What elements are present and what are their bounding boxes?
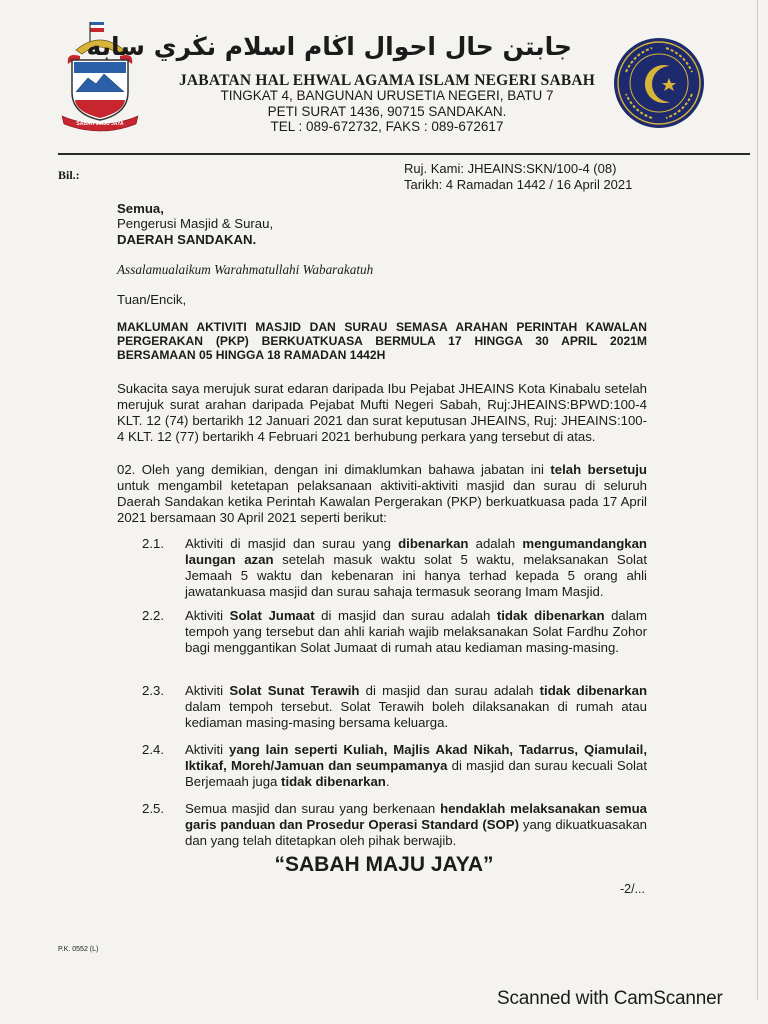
motto: “SABAH MAJU JAYA” bbox=[274, 853, 494, 876]
list-item-emphasis: tidak dibenarkan bbox=[539, 683, 647, 698]
contact-line: TEL : 089-672732, FAKS : 089-672617 bbox=[270, 119, 504, 134]
list-item-emphasis: dibenarkan bbox=[398, 536, 469, 551]
organization-name: JABATAN HAL EHWAL AGAMA ISLAM NEGERI SABAH bbox=[178, 72, 596, 89]
list-item-run: dalam tempoh tersebut. Solat Terawih boleh dilaksanakan di rumah atau kediaman masing-masing bersama keluarga. bbox=[185, 699, 647, 730]
form-code: P.K. 0552 (L) bbox=[58, 946, 99, 953]
islamic-council-seal-icon bbox=[612, 36, 706, 130]
subject-heading: MAKLUMAN AKTIVITI MASJID DAN SURAU SEMASA ARAHAN PERINTAH KAWALAN PERGERAKAN (PKP) BERKUATKUASA BERMULA 17 HINGGA 30 APRIL 2021M BERSAMAAN 05 HINGGA 18 RAMADAN 1442H bbox=[117, 320, 647, 362]
list-item-text bbox=[185, 608, 647, 656]
list-item-emphasis: yang lain seperti Kuliah, Majlis Akad Nikah, Tadarrus, Qiamulail, Iktikaf, Moreh/Jamuan dan seumpamanya bbox=[185, 742, 647, 773]
paragraph-1: Sukacita saya merujuk surat edaran daripada Ibu Pejabat JHEAINS Kota Kinabalu setelah merujuk surat arahan daripada Pejabat Mufti Negeri Sabah, Ruj:JHEAINS:BPWD:100-4 KLT. 12 (74) bertarikh 12 Januari 2021 dan surat keputusan JHEAINS, Ruj: JHEAINS:100-4 KLT. 12 (77) bertarikh 4 Februari 2021 berhubung perkara yang tersebut di atas. bbox=[117, 381, 647, 444]
list-item-number: 2.3. bbox=[142, 683, 164, 698]
header-divider bbox=[58, 153, 750, 155]
list-item-run: setelah masuk waktu solat 5 waktu, melaksanakan Solat Jemaah 5 waktu dan kebenaran ini hanya terhad kepada 5 orang ahli jawatankuasa masjid dan surau sahaja termasuk seorang Imam Masjid. bbox=[185, 552, 647, 599]
paragraph-2-intro: 02. Oleh yang demikian, dengan ini dimaklumkan bahawa jabatan ini bbox=[117, 462, 551, 477]
address-line-2: PETI SURAT 1436, 90715 SANDAKAN. bbox=[267, 104, 507, 119]
arabic-title: جابتن حال احوال اڬام اسلام نڬري سابه bbox=[86, 32, 572, 61]
list-item-text bbox=[185, 683, 647, 731]
list-item-emphasis: tidak dibenarkan bbox=[496, 608, 605, 623]
list-item-run: . bbox=[385, 774, 390, 789]
list-item-number: 2.2. bbox=[142, 608, 164, 623]
list-item-emphasis: hendaklah melaksanakan semua garis panduan dan Prosedur Operasi Standard (SOP) bbox=[185, 801, 647, 832]
list-item-run: Aktiviti bbox=[185, 683, 230, 698]
list-item-emphasis: mengumandangkan laungan azan bbox=[185, 536, 647, 567]
address-line-1: TINGKAT 4, BANGUNAN URUSETIA NEGERI, BATU 7 bbox=[220, 88, 554, 103]
paragraph-2 bbox=[117, 462, 647, 526]
list-item-text bbox=[185, 742, 647, 790]
list-item-number: 2.5. bbox=[142, 801, 164, 816]
page-continuation-marker: -2/... bbox=[620, 882, 646, 896]
paragraph-2-rest: untuk mengambil ketetapan pelaksanaan aktiviti-aktiviti masjid dan surau di seluruh Daerah Sandakan ketika Perintah Kawalan Pergerakan (PKP) berkuatkuasa pada 17 April 2021 bersamaan 30 April 2021 seperti berikut: bbox=[117, 478, 647, 525]
list-item-run: di masjid dan surau adalah bbox=[314, 608, 497, 623]
list-item-run: adalah bbox=[468, 536, 523, 551]
list-item-text bbox=[185, 801, 647, 849]
crest-ribbon-text: SABAH MAJU JAYA bbox=[76, 121, 124, 127]
reference-number: Ruj. Kami: JHEAINS:SKN/100-4 (08) bbox=[404, 161, 617, 176]
list-item-run: dalam tempoh yang tersebut dan ahli kariah wajib melaksanakan Solat Fardhu Zohor bagi menggantikan Solat Jumaat di rumah atau kediaman masing-masing. bbox=[185, 608, 647, 655]
list-item-run: Aktiviti di masjid dan surau yang bbox=[185, 536, 399, 551]
list-item-run: Aktiviti bbox=[185, 742, 229, 757]
list-item-emphasis: Solat Sunat Terawih bbox=[229, 683, 360, 698]
list-item-number: 2.1. bbox=[142, 536, 164, 551]
paragraph-2-emphasis: telah bersetuju bbox=[550, 462, 647, 477]
recipient-line-3: DAERAH SANDAKAN. bbox=[117, 232, 257, 247]
paper-edge bbox=[757, 0, 758, 1000]
list-item-text bbox=[185, 536, 647, 600]
salutation: Tuan/Encik, bbox=[117, 292, 187, 307]
recipient-line-2: Pengerusi Masjid & Surau, bbox=[117, 216, 274, 231]
bil-label: Bil.: bbox=[58, 168, 80, 182]
list-item-run: Aktiviti bbox=[185, 608, 230, 623]
letter-date: Tarikh: 4 Ramadan 1442 / 16 April 2021 bbox=[404, 177, 633, 192]
recipient-line-1: Semua, bbox=[117, 201, 164, 216]
list-item-run: di masjid dan surau adalah bbox=[359, 683, 540, 698]
greeting: Assalamualaikum Warahmatullahi Wabarakatuh bbox=[117, 262, 374, 277]
scanner-watermark: Scanned with CamScanner bbox=[497, 988, 723, 1009]
list-item-run: di masjid dan surau kecuali Solat Berjemaah juga bbox=[185, 758, 647, 789]
arabic-title-block bbox=[86, 28, 572, 72]
list-item-number: 2.4. bbox=[142, 742, 164, 757]
list-item-emphasis: tidak dibenarkan bbox=[281, 774, 386, 789]
list-item-run: yang dikuatkuasakan dan yang telah ditetapkan oleh pihak berwajib. bbox=[185, 817, 647, 848]
list-item-run: Semua masjid dan surau yang berkenaan bbox=[185, 801, 441, 816]
list-item-emphasis: Solat Jumaat bbox=[229, 608, 315, 623]
